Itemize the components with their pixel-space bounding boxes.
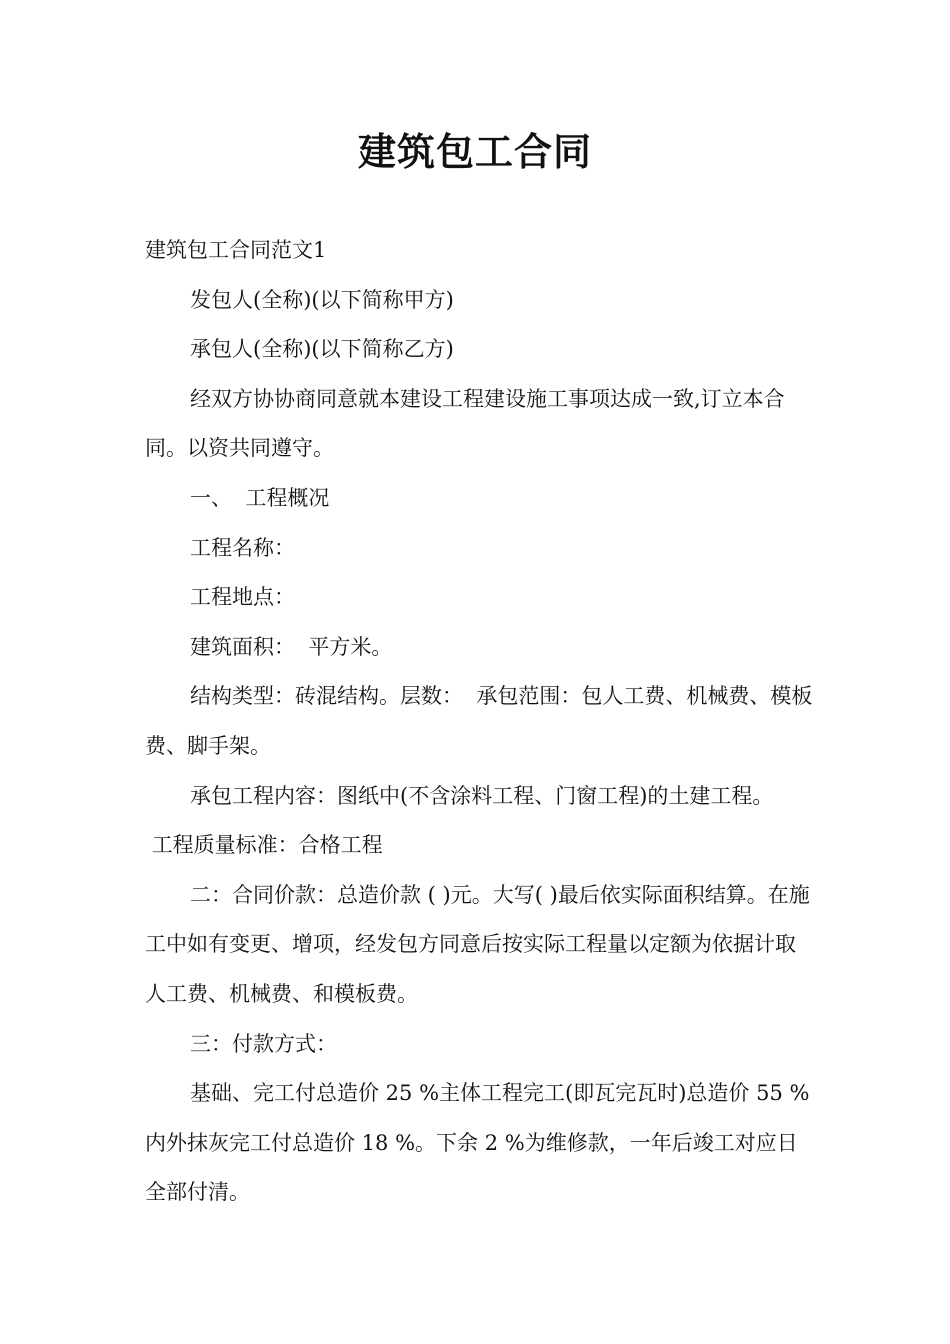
paragraph-payment-terms: 基础、完工付总造价 25 %主体工程完工(即瓦完瓦时)总造价 55 %内外抹灰完工付总造价 18 %。下余 2 %为维修款，一年后竣工对应日全部付清。 — [145, 1081, 810, 1205]
paragraph-subtitle: 建筑包工合同范文1 — [145, 238, 327, 262]
paragraph-employer: 发包人(全称)(以下简称甲方) — [190, 287, 454, 312]
paragraph-quality-standard: 工程质量标准：合格工程 — [145, 833, 383, 858]
paragraph-project-location: 工程地点： — [190, 585, 295, 610]
paragraph-contract-price: 二：合同价款：总造价款 ( )元。大写( )最后依实际面积结算。在施工中如有变更、增项，经发包方同意后按实际工程量以定额为依据计取人工费、机械费、和模板费。 — [145, 882, 810, 1006]
paragraph-contractor: 承包人(全称)(以下简称乙方) — [190, 337, 454, 362]
paragraph-agreement: 经双方协协商同意就本建设工程建设施工事项达成一致,订立本合同。以资共同遵守。 — [145, 386, 785, 461]
paragraph-building-area: 建筑面积： 平方米。 — [190, 634, 393, 659]
paragraph-contract-content: 承包工程内容：图纸中(不含涂料工程、门窗工程)的土建工程。 — [190, 783, 774, 808]
paragraph-project-name: 工程名称： — [190, 535, 295, 560]
section-heading-payment: 三：付款方式： — [190, 1031, 337, 1056]
document-body — [145, 226, 815, 1218]
section-heading-overview: 一、 工程概况 — [190, 485, 330, 510]
document-title: 建筑包工合同 — [357, 130, 592, 174]
paragraph-structure-type: 结构类型：砖混结构。层数： 承包范围：包人工费、机械费、模板费、脚手架。 — [145, 684, 813, 758]
